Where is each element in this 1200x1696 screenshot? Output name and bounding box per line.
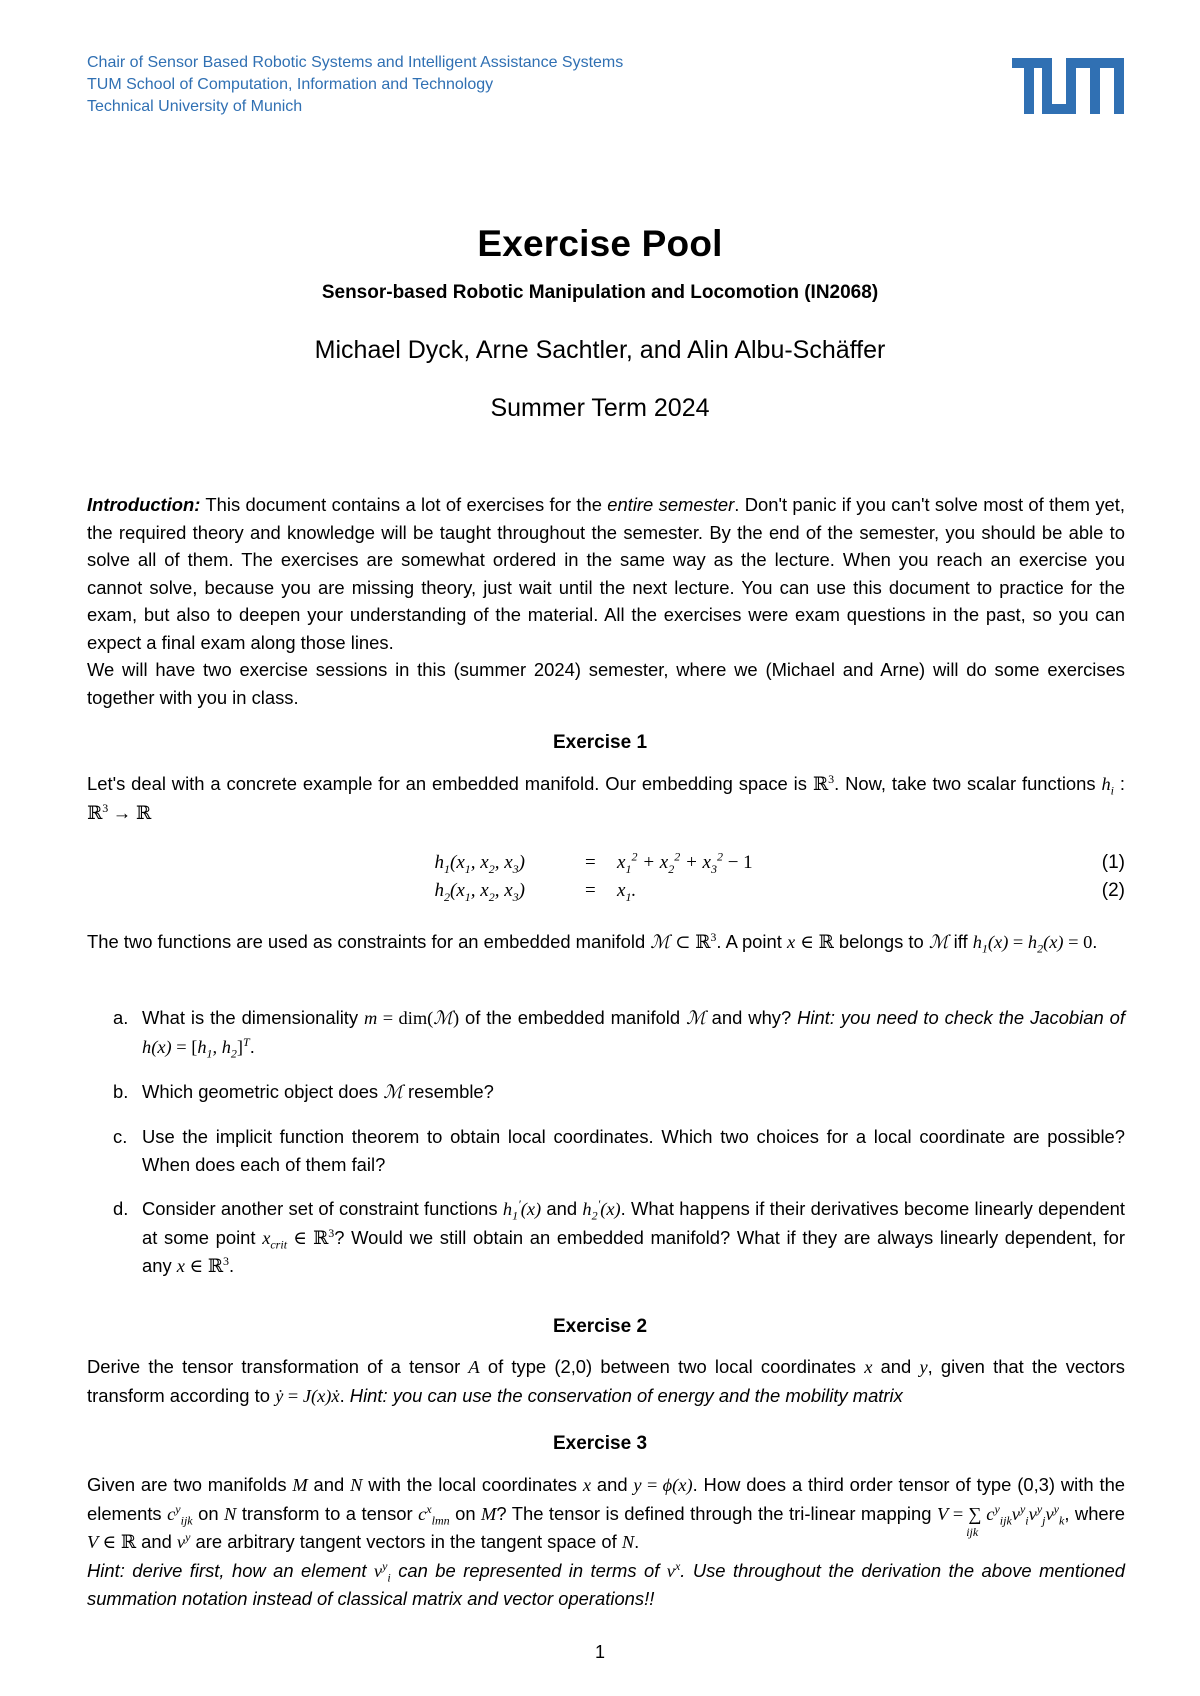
- list-item: b. Which geometric object does ℳ resemble?: [113, 1081, 494, 1102]
- institution-header: [87, 52, 787, 118]
- exercise-3-heading: Exercise 3: [552, 1433, 648, 1454]
- exercise-1-heading: Exercise 1: [552, 732, 648, 753]
- school-name: TUM School of Computation, Information and Technology: [87, 76, 494, 93]
- chair-name: Chair of Sensor Based Robotic Systems and Intelligent Assistance Systems: [87, 54, 624, 71]
- equation-1: $h_1(x_1$, $x_2$, $x_3$) = $x_1^2 + x_2^2 + x_3^2 - 1$ (1): [434, 849, 1125, 876]
- equation-2: $h_2(x_1$, $x_2$, $x_3$) = $x_1$. (2): [434, 880, 1125, 904]
- introduction-paragraph: Introduction: This document contains a lot of exercises for the entire semester. Don't panic if you can't solve most of them yet, the required theory and knowledge will be taught throughout the semester. By the end of the semester, you should be able to solve all of them. The exercises are somewhat ordered in the same way as the lecture. When you reach an exercise you cannot solve, because you are missing theory, just wait until the next lecture. You can use this document to practice for the exam, but also to deepen your understanding of the material. All the exercises were exam questions in the past, so you can expect a final exam along those lines. We will have two exercise sessions in this (summer 2024) semester, where we (Michael and Arne) will do some exercises together with you in class.: [87, 494, 1125, 708]
- authors: Michael Dyck, Arne Sachtler, and Alin Albu-Schäffer: [314, 336, 886, 364]
- exercise-1-constraints-text: The two functions are used as constraints for an embedded manifold ℳ ⊂ ℝ$^3$. A point x ∈ ℝ belongs to ℳ iff $h_1(x) = h_2(x) = 0$.: [87, 929, 1098, 956]
- exercise-1-text: Let's deal with a concrete example for an embedded manifold. Our embedding space is ℝ$^3$. Now, take two scalar functions $h_i$ : ℝ$^3$ → ℝ: [87, 771, 1125, 823]
- page-number: 1: [594, 1642, 605, 1662]
- list-item: d. Consider another set of constraint functions $h_1'(x)$ and $h_2'(x)$. What happens if their derivatives become linearly dependent at some point $x_{crit}$ ∈ ℝ$^3$? Would we still obtain an embedded manifold? What if they are always linearly dependent, for any x ∈ ℝ$^3$.: [113, 1196, 1126, 1276]
- equation-1-number: (1): [1101, 852, 1125, 873]
- term: Summer Term 2024: [490, 394, 710, 422]
- list-item: c. Use the implicit function theorem to obtain local coordinates. Which two choices for a local coordinate are possible? When does each of them fail?: [113, 1126, 1125, 1175]
- course-title: Sensor-based Robotic Manipulation and Locomotion (IN2068): [321, 282, 879, 303]
- equation-2-number: (2): [1101, 880, 1125, 901]
- page-title: Exercise Pool: [477, 223, 723, 264]
- exercise-2-heading: Exercise 2: [552, 1316, 648, 1337]
- exercise-3-text: Given are two manifolds M and N with the local coordinates x and y = ϕ(x). How does a third order tensor of type (0,3) with the elements $c^y_{ijk}$ on N transform to a tensor $c^x_{lmn}$ on M? The tensor is defined through the tri-linear mapping V = ∑ ijk $c^y_{ijk}v^y_iv^y_jv^y_k$, where V ∈ ℝ and $v^y$ are arbitrary tangent vectors in the tangent space of N. Hint: derive first, how an element $v^y_i$ can be represented in terms of $v^x$. Use throughout the derivation the above mentioned summation notation instead of classical matrix and vector operations!!: [87, 1474, 1126, 1609]
- tum-logo-icon: [1012, 58, 1124, 114]
- list-item: a. What is the dimensionality m = dim(ℳ) of the embedded manifold ℳ and why? Hint: you need to check the Jacobian of $h(x) = [h_1$, $h_2]^T$.: [113, 1007, 1125, 1061]
- university-name: Technical University of Munich: [87, 98, 303, 115]
- intro-paragraph-2: We will have two exercise sessions in this (summer 2024) semester, where we (Michael and Arne) will do some exercises together with you in class.: [87, 659, 1125, 708]
- intro-label: Introduction:: [87, 494, 201, 515]
- exercise-2-text: Derive the tensor transformation of a tensor A of type (2,0) between two local coordinates x and y, given that the vectors transform according to ẏ = J(x)ẋ. Hint: you can use the conservation of energy and the mobility matrix: [87, 1356, 1126, 1406]
